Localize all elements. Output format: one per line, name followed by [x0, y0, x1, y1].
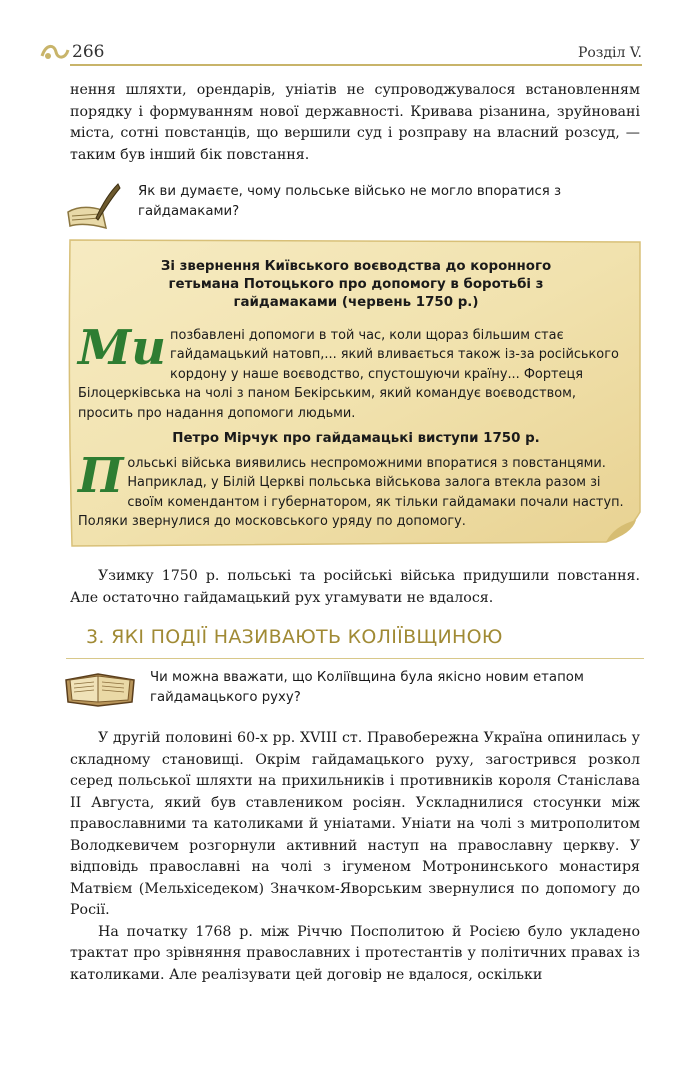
source-1 [78, 258, 634, 423]
page-number: 266 [72, 42, 105, 62]
source-2-title: Петро Мірчук про гайдамацькі виступи 1750 р. [172, 431, 540, 446]
source-2-dropcap: П [78, 448, 124, 504]
source-1-text: позбавлені допомоги в той час, коли щораз більшим стає гайдамацький натовп,... який вливається також із-за російського кордону у наше воєводство, спустошуючи країну... Фортеця Білоцерківська на чолі з паном Бекірським, який командує воєводством, просить про надання допомоги людьми. [78, 328, 619, 421]
section-heading: 3. ЯКІ ПОДІЇ НАЗИВАЮТЬ КОЛІЇВЩИНОЮ [86, 626, 503, 648]
source-box [66, 236, 644, 548]
header-rule [70, 64, 642, 66]
source-2-text: ольські війська виявились неспроможними впоратися з повстанцями. Наприклад, у Білій Церкві польська військова залога втекла разом зі своїм комендантом і губернатором, як тільки гайдамаки почали наступ. Поляки звернулися до московського уряду по допомогу. [78, 456, 624, 530]
source-1-dropcap: Ми [78, 320, 167, 376]
main-text [70, 728, 640, 986]
intro-text: нення шляхти, орендарів, уніатів не супроводжувалося встановленням порядку і формуванням нової державності. Кривава різанина, зруйновані міста, сотні повстанців, що вершили суд і розправу на власний розсуд, — таким був інший бік повстання. [70, 82, 640, 163]
question-2: Чи можна вважати, що Коліївщина була якісно новим етапом гайдамацького руху? [150, 670, 584, 705]
heading-rule [66, 658, 644, 659]
question-1: Як ви думаєте, чому польське військо не могло впоратися з гайдамаками? [138, 184, 562, 219]
source-1-title: Зі звернення Київського воєводства до коронного гетьмана Потоцького про допомогу в боротьбі з гайдамаками (червень 1750 р.) [160, 259, 552, 310]
quill-icon [62, 182, 124, 234]
source-2 [78, 430, 634, 532]
ornament-icon [40, 40, 70, 64]
section-label: Розділ V. [577, 45, 642, 61]
book-icon [62, 668, 138, 710]
intro-paragraph [70, 80, 640, 166]
after-paragraph [70, 566, 640, 609]
main-paragraph-1: У другій половині 60-х рр. XVIII ст. Правобережна Україна опинилась у складному становищі. Окрім гайдамацького руху, загострився розкол серед польської шляхти на прихильників і противників короля Станіслава II Августа, який був ставлеником росіян. Ускладнилися стосунки між православними та католиками й уніатами. Уніати на чолі з митрополитом Володкевичем розгорнули активний наступ на православну церкву. У відповідь православні на чолі з ігуменом Мотронинського монастиря Матвієм (Мельхіседеком) Значком-Яворським звернулися по допомогу до Росії. [70, 730, 640, 918]
page-header [40, 38, 642, 68]
after-text: Узимку 1750 р. польські та російські війська придушили повстання. Але остаточно гайдамацький рух угамувати не вдалося. [70, 568, 640, 606]
main-paragraph-2: На початку 1768 р. між Річчю Посполитою й Росією було укладено трактат про зрівняння православних і протестантів у політичних правах із католиками. Але реалізувати цей договір не вдалося, оскільки [70, 923, 640, 983]
